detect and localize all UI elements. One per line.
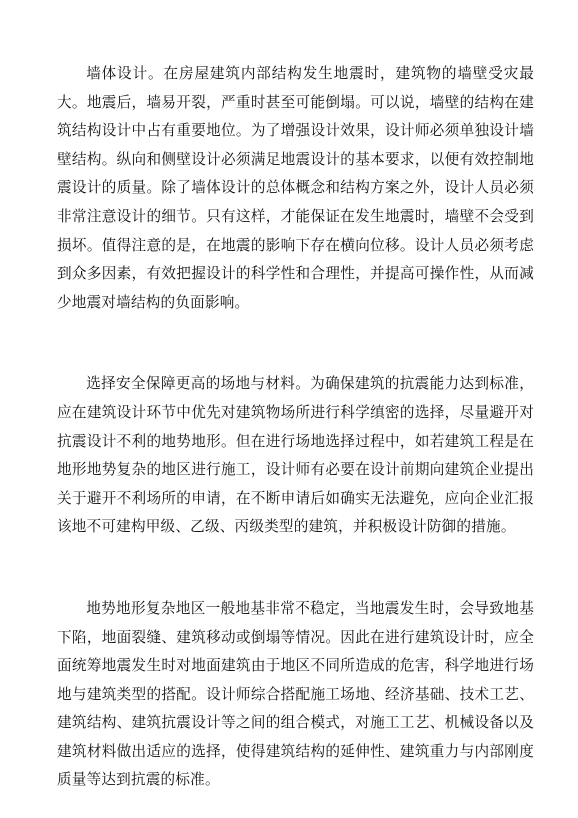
paragraph-site-selection: 选择安全保障更高的场地与材料。为确保建筑的抗震能力达到标准，应在建筑设计环节中优先对建筑物场所进行科学缜密的选择，尽量避开对抗震设计不利的地势地形。但在进行场地选择过程中，如若建筑工程是在地形地势复杂的地区进行施工，设计师有必要在设计前期向建筑企业提出关于避开不利场所的申请，在不断申请后如确实无法避免，应向企业汇报该地不可建构甲级、乙级、丙级类型的建筑，并积极设计防御的措施。 bbox=[57, 375, 534, 536]
paragraph-complex-terrain: 地势地形复杂地区一般地基非常不稳定，当地震发生时，会导致地基下陷，地面裂缝、建筑移动或倒塌等情况。因此在进行建筑设计时，应全面统筹地震发生时对地面建筑由于地区不同所造成的危害，科学地进行场地与建筑类型的搭配。设计师综合搭配施工场地、经济基础、技术工艺、建筑结构、建筑抗震设计等之间的组合模式，对施工工艺、机械设备以及建筑材料做出适应的选择，使得建筑结构的延伸性、建筑重力与内部刚度质量等达到抗震的标准。 bbox=[57, 599, 534, 789]
paragraph-wall-design: 墙体设计。在房屋建筑内部结构发生地震时，建筑物的墙壁受灾最大。地震后，墙易开裂，严重时甚至可能倒塌。可以说，墙壁的结构在建筑结构设计中占有重要地位。为了增强设计效果，设计师必须单独设计墙壁结构。纵向和侧壁设计必须满足地震设计的基本要求，以便有效控制地震设计的质量。除了墙体设计的总体概念和结构方案之外，设计人员必须非常注意设计的细节。只有这样，才能保证在发生地震时，墙壁不会受到损坏。值得注意的是，在地震的影响下存在横向位移。设计人员必须考虑到众多因素，有效把握设计的科学性和合理性，并提高可操作性，从而减少地震对墙结构的负面影响。 bbox=[57, 65, 534, 311]
